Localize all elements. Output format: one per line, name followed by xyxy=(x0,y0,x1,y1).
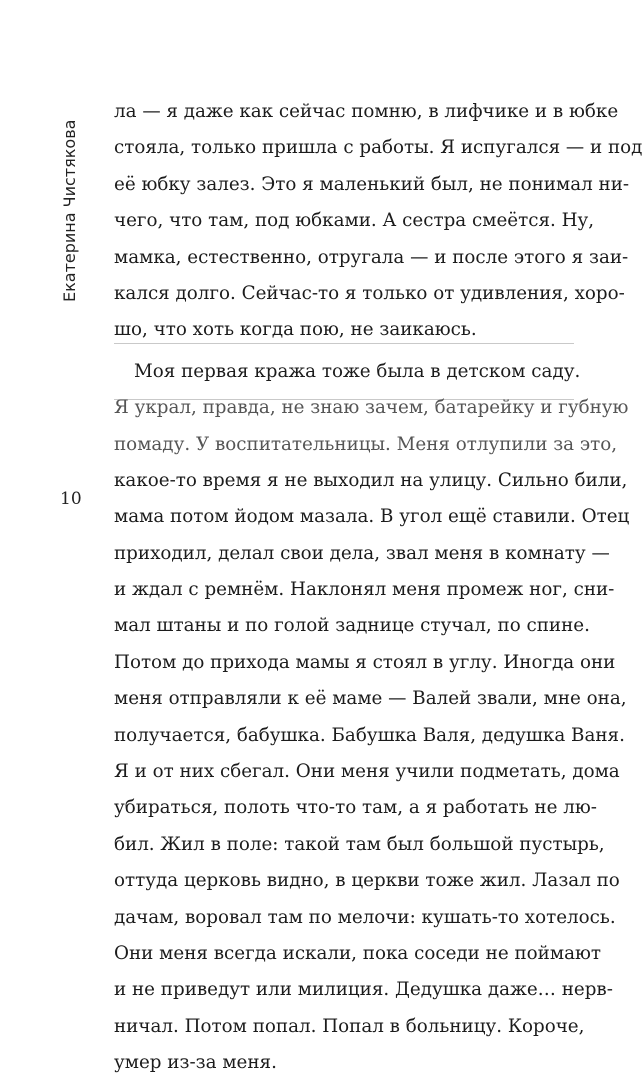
text-line: стояла, только пришла с работы. Я испугался — и под xyxy=(114,137,643,159)
text-line: мама потом йодом мазала. В угол ещё ставили. Отец xyxy=(114,506,630,528)
paragraph xyxy=(114,94,643,349)
text-line: мамка, естественно, отругала — и после этого я заи- xyxy=(114,246,629,268)
text-line: и не приведут или милиция. Дедушка даже… нерв- xyxy=(114,979,613,1001)
text-line: получается, бабушка. Бабушка Валя, дедушка Ваня. xyxy=(114,724,625,746)
page-number: 10 xyxy=(60,489,82,509)
text-line: Я и от них сбегал. Они меня учили подметать, дома xyxy=(114,761,620,783)
text-line: Потом до прихода мамы я стоял в углу. Иногда они xyxy=(114,651,616,673)
text-line: Я украл, правда, не знаю зачем, батарейку и губную xyxy=(114,397,629,419)
text-line: убираться, полоть что-то там, а я работать не лю- xyxy=(114,797,597,819)
running-head: Екатерина Чистякова xyxy=(60,119,79,302)
text-line: кался долго. Сейчас-то я только от удивления, хоро- xyxy=(114,282,625,304)
text-line: приходил, делал свои дела, звал меня в комнату — xyxy=(114,542,610,564)
text-line: Моя первая кража тоже была в детском саду. xyxy=(134,360,581,382)
text-line: меня отправляли к её маме — Валей звали, мне она, xyxy=(114,688,627,710)
text-line: оттуда церковь видно, в церкви тоже жил. Лазал по xyxy=(114,870,620,892)
text-line: её юбку залез. Это я маленький был, не понимал ни- xyxy=(114,173,630,195)
paragraph xyxy=(114,354,630,1082)
text-line: бил. Жил в поле: такой там был большой пустырь, xyxy=(114,833,605,855)
text-line: ла — я даже как сейчас помню, в лифчике и в юбке xyxy=(114,101,619,122)
text-line: дачам, воровал там по мелочи: кушать-то хотелось. xyxy=(114,906,616,928)
text-line: шо, что хоть когда пою, не заикаюсь. xyxy=(114,319,477,341)
body-text xyxy=(114,94,643,1082)
text-line: чего, что там, под юбками. А сестра смеётся. Ну, xyxy=(114,210,595,232)
text-line: Они меня всегда искали, пока соседи не поймают xyxy=(114,942,602,964)
text-line: какое-то время я не выходил на улицу. Сильно били, xyxy=(114,469,628,491)
text-line: ничал. Потом попал. Попал в больницу. Короче, xyxy=(114,1015,585,1037)
text-line: и ждал с ремнём. Наклонял меня промеж ног, сни- xyxy=(114,579,615,601)
text-line: мал штаны и по голой заднице стучал, по спине. xyxy=(114,615,590,637)
text-line: умер из-за меня. xyxy=(114,1052,277,1074)
text-line: помаду. У воспитательницы. Меня отлупили за это, xyxy=(114,433,618,455)
